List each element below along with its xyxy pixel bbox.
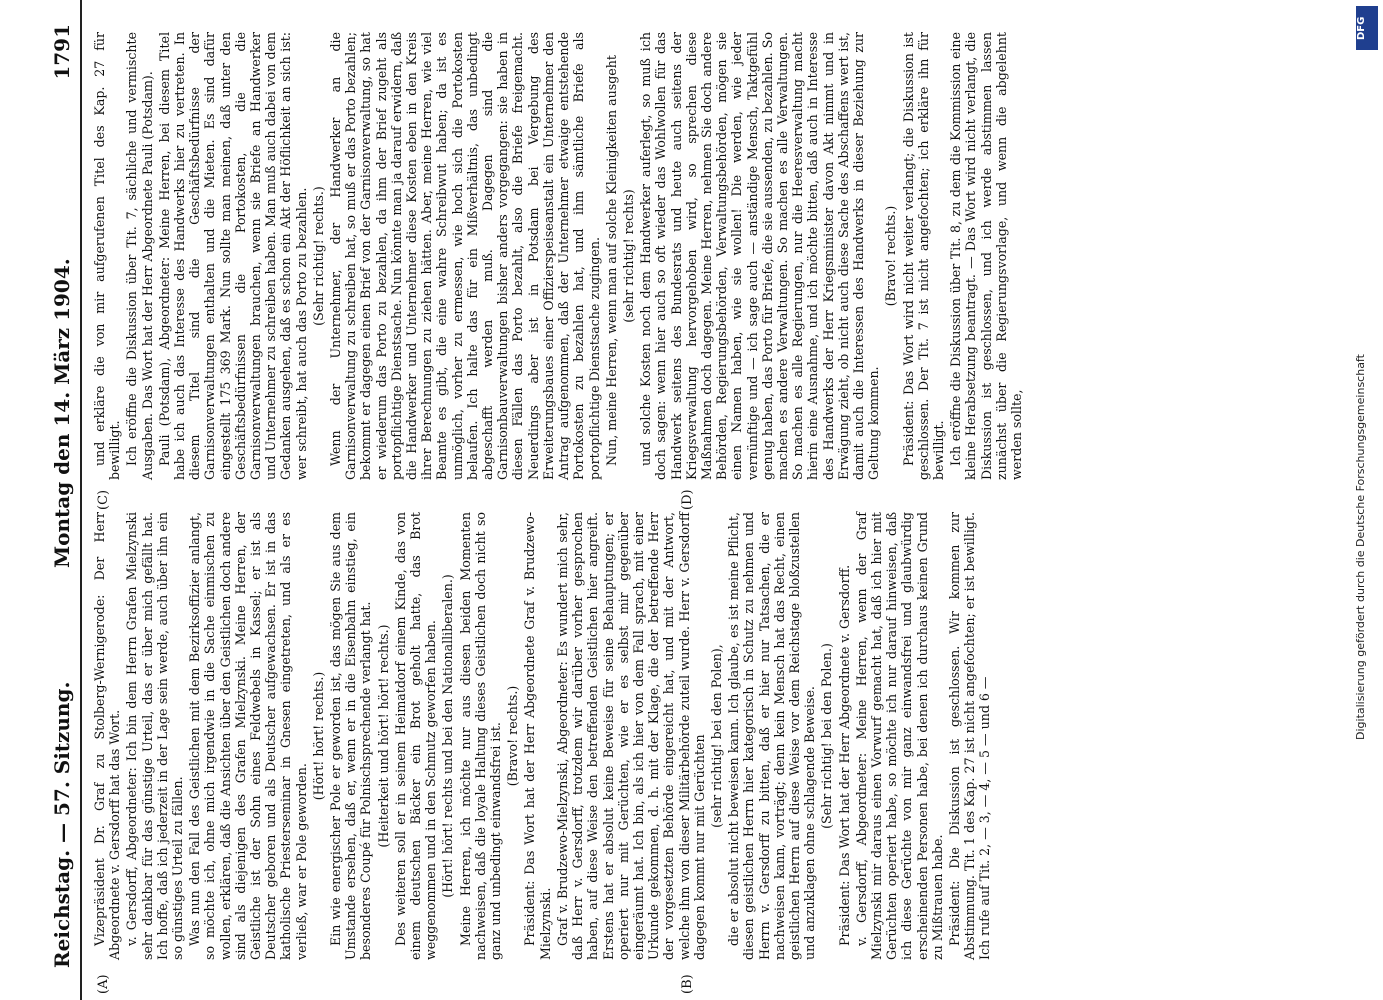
interjection: (sehr richtig! rechts) (620, 189, 636, 323)
margin-marker-d: (D) (680, 489, 695, 510)
paragraph: und solche Kosten noch dem Handwerker auferlegt, so muß ich doch sagen: wenn hier auch so oft wieder das Wohlwollen für das Handwerk seitens des Bundesrats und heute auch seitens der Kriegsverwaltung hervorgehoben wird, so sprechen diese Maßnahmen doch dagegen. Meine Herren, nehmen Sie doch andere Behörden, Regierungsbehörden, Verwaltungsbehörden, mögen sie einen Namen haben, wie sie wollen! Die werden, wie jeder vernünftige und — ich sage auch — anständige Mensch, Taktgefühl genug haben, das Porto für Briefe, die sie aussenden, zu bezahlen. So machen es andere Verwaltungen. So machen es alle Verwaltungen. So machen es alle Regierungen, nur die Heeresverwaltung macht hierin eine Ausnahme, und ich möchte bitten, daß auch in Interesse des Handwerks der Herr Kriegsminister davon Akt nimmt und in Erwägung zieht, ob nicht auch diese Sache des Abschaffens wert ist, damit auch die Interessen des Handwerks in dieser Beziehung zur Geltung kommen. (638, 32, 882, 480)
paragraph: Vizepräsident Dr. Graf zu Stolberg-Wernigerode: Der Herr Abgeordnete v. Gersdorff hat das Wort. (92, 512, 123, 960)
digitization-credit: Digitalisierung gefördert durch die Deutsche Forschungsgemeinschaft (1354, 354, 1367, 740)
header-session: Reichstag. — 57. Sitzung. (50, 681, 74, 968)
paragraph: Präsident: Das Wort hat der Herr Abgeordnete Graf v. Brudzewo-Mielzynski. (522, 512, 553, 960)
dfg-logo: DFG (1356, 6, 1378, 50)
paragraph: Ich eröffne die Diskussion über Tit. 8, zu dem die Kommission eine kleine Herabsetzung beantragt. — Das Wort wird nicht verlangt, die Diskussion ist geschlossen, und ich werde abstimmen lassen zunächst über die Regierungsvorlage, und wenn die abgelehnt werden sollte, (948, 32, 1024, 480)
paragraph: Ich eröffne die Diskussion über Tit. 7, sächliche und vermischte Ausgaben. Das Wort hat der Herr Abgeordnete Pauli (Potsdam). (124, 32, 155, 480)
paragraph: Nun, meine Herren, wenn man auf solche Kleinigkeiten ausgeht (603, 55, 619, 466)
margin-marker-b: (B) (680, 974, 695, 994)
paragraph: Graf v. Brudzewo-Mielzynski, Abgeordneter: Es wundert mich sehr, daß Herr v. Gersdorff, trotzdem wir darüber vorher gesprochen haben, auf diese Weise den betreffenden Geistlichen hier angreift. Erstens hat er absolut keine Beweise für seine Behauptungen; er operiert nur mit Gerüchten, wie er es selbst mir gegenüber eingeräumt hat. Ich bin, als ich hier von dem Fall sprach, mit einer Urkunde gekommen, d. h. mit der Klage, die der betreffende Herr der vorgesetzten Behörde eingereicht hat, und mit der Antwort, welche ihm von dieser Militärbehörde zuteil wurde. Herr v. Gersdorff dagegen kommt nur mit Gerüchten (554, 512, 707, 960)
page-header (40, 0, 82, 1000)
left-column (92, 512, 995, 960)
margin-marker-a: (A) (96, 974, 111, 994)
page-number: 1791 (50, 24, 74, 80)
right-column (92, 32, 1026, 480)
interjection: (Heiterkeit und hört! hört! rechts.) (375, 624, 391, 848)
rotated-page (40, 0, 1340, 1000)
paragraph: Was nun den Fall des Geistlichen mit dem Bezirksoffizier anlangt, so möchte ich, ohne mich irgendwie in die Sache einmischen zu wollen, erklären, daß die Ansichten über den Geistlichen doch andere sind als diejenigen des Grafen Mielzynski. Meine Herren, der Geistliche ist der Sohn eines Feldwebels in Kassel; er ist als Deutscher geboren und als Deutscher aufgewachsen. Er ist in das katholische Priesterseminar in Gnesen eingetreten, und als er es verließ, war er Pole geworden. (187, 512, 309, 960)
interjection: (Sehr richtig! bei den Polen.) (819, 643, 835, 829)
paragraph: v. Gersdorff, Abgeordneter: Ich bin dem Herrn Grafen Mielzynski sehr dankbar für das günstige Urteil, das er über mich gefällt hat. Ich hoffe, daß ich jederzeit in der Lage sein werde, auch über ihn ein so günstiges Urteil zu fällen. (124, 512, 186, 960)
paragraph: Präsident: Das Wort hat der Herr Abgeordnete v. Gersdorff. (836, 564, 852, 946)
paragraph: Wenn der Unternehmer, der Handwerker an die Garnisonverwaltung zu schreiben hat, so muß er das Porto bezahlen; bekommt er dagegen einen Brief von der Garnisonverwaltung, so hat er wiederum das Porto zu bezahlen, da ihm der Brief zugeht als portopflichtige Dienstsache. Nun könnte man ja darauf erwidern, daß die Handwerker und Unternehmer diese Kosten eben in den Kreis ihrer Berechnungen zu ziehen hätten. Aber, meine Herren, wie viel Beamte es gibt, die eine wahre Schreibwut haben; da ist es unmöglich, vorher zu ermessen, wie hoch sich die Portokosten belaufen. Ich halte das für ein Mißverhältnis, das unbedingt abgeschafft werden muß. Dagegen sind die Garnisonbauverwaltungen bisher anders vorgegangen: sie haben in diesen Fällen das Porto bezahlt, also die Briefe freigemacht. Neuerdings aber ist in Potsdam bei Vergebung des Erweiterungsbaues einer Offizierspeiseanstalt ein Unternehmer den Antrag aufgenommen, daß der Unternehmer etwaige entstehende Portokosten zu bezahlen hat, und ihm sämtliche Briefe als portopflichtige Dienstsache zugingen. (328, 32, 602, 480)
paragraph: Präsident: Die Diskussion ist geschlossen. Wir kommen zur Abstimmung. Tit. 1 des Kap. 27 ist nicht angefochten; er ist bewilligt. Ich rufe auf Tit. 2, — 3, — 4, — 5 — und 6 — (946, 512, 993, 960)
paragraph: und erkläre die von mir aufgerufenen Titel des Kap. 27 für bewilligt. (92, 32, 123, 480)
paragraph: die er absolut nicht beweisen kann. Ich glaube, es ist meine Pflicht, diesen geistlichen Herrn hier kategorisch in Schutz zu nehmen und Herrn v. Gersdorff zu bitten, daß er hier nur Tatsachen, die er nachweisen kann, vorträgt; denn kein Mensch hat das Recht, einen geistlichen Herrn auf diese Weise vor dem Reichstage bloßzustellen und anzuklagen ohne schlagende Beweise. (726, 512, 818, 960)
interjection: (Sehr richtig! rechts.) (310, 186, 326, 326)
interjection: (sehr richtig! bei den Polen), (708, 644, 724, 828)
paragraph: Des weiteren soll er in seinem Heimatdorf einem Kinde, das von einem deutschen Bäcker ein Brot geholt hatte, das Brot weggenommen und in den Schmutz geworfen haben. (392, 512, 439, 960)
header-date: Montag den 14. März 1904. (50, 258, 74, 568)
interjection: (Bravo! rechts.) (505, 685, 521, 787)
paragraph: Ein wie energischer Pole er geworden ist, das mögen Sie aus dem Umstande ersehen, daß er, wenn er in die Eisenbahn einstieg, ein besonderes Coupé für Polnischsprechende verlangt hat. (328, 512, 374, 960)
interjection: (Bravo! rechts.) (883, 205, 899, 307)
paragraph: v. Gersdorff, Abgeordneter: Meine Herren, wenn der Graf Mielzynski mir daraus einen Vorwurf gemacht hat, daß ich hier mit Gerüchten operiert habe, so möchte ich nur darauf hinweisen, daß ich diese Gerüchte von mir ganz einwandsfrei und glaubwürdig erscheinenden Personen habe, bei denen ich durchaus keinen Grund zu Mißtrauen habe. (853, 512, 945, 960)
paragraph: Pauli (Potsdam), Abgeordneter: Meine Herren, bei diesem Titel habe ich auch das Interesse des Handwerks hier zu vertreten. In diesem Titel sind die Geschäftsbedürfnisse der Garnisonverwaltungen enthalten und die Mieten. Es sind dafür eingestellt 175 369 Mark. Nun sollte man meinen, daß unter den Geschäftsbedürfnissen die Portokosten, die die Garnisonverwaltungen brauchen, wenn sie Briefe an Handwerker und Unternehmer zu schreiben haben. Man muß auch dabei von dem Gedanken ausgehen, daß es schon ein Akt der Höflichkeit an sich ist: wer schreibt, hat auch das Porto zu bezahlen. (156, 32, 309, 480)
paragraph: Präsident: Das Wort wird nicht weiter verlangt; die Diskussion ist geschlossen. Der Tit. 7 ist nicht angefochten; ich erkläre ihn für bewilligt. (900, 32, 946, 480)
paragraph: Meine Herren, ich möchte nur aus diesen beiden Momenten nachweisen, daß die loyale Haltung dieses Geistlichen doch nicht so ganz und unbedingt einwandsfrei ist. (457, 512, 504, 960)
interjection: (Hört! hört! rechts und bei den Nationalliberalen.) (440, 574, 456, 898)
interjection: (Hört! hört! rechts.) (310, 671, 326, 801)
margin-marker-c: (C) (96, 489, 111, 510)
